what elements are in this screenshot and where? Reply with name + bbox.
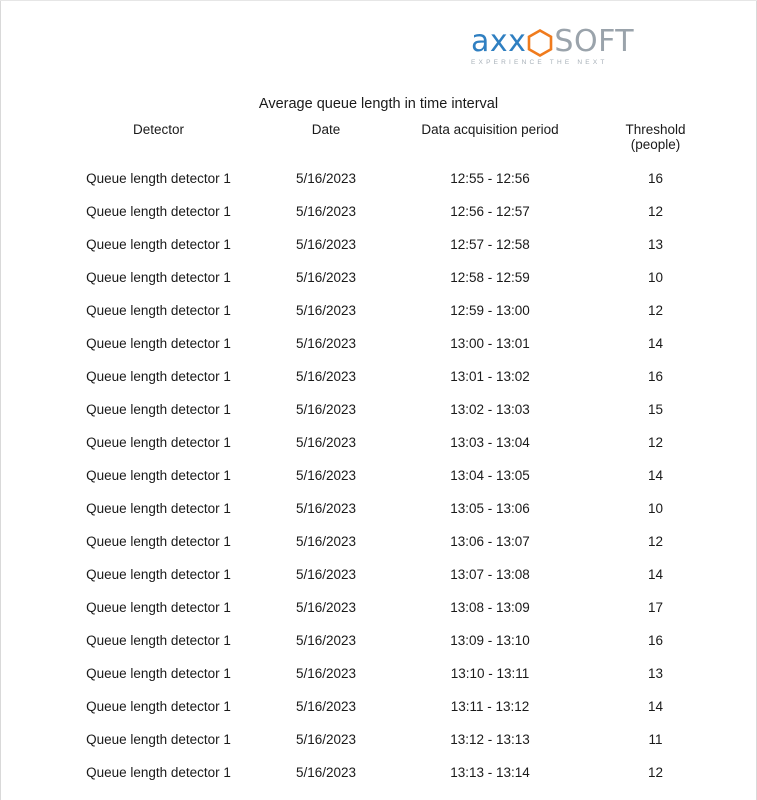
table-row [46, 426, 712, 459]
cell-threshold: 12 [647, 435, 664, 450]
table-row [46, 162, 712, 195]
cell-date: 5/16/2023 [295, 534, 357, 549]
column-header-detector: Detector [132, 122, 185, 137]
cell-detector: Queue length detector 1 [86, 468, 231, 483]
logo-tagline: EXPERIENCE THE NEXT [471, 59, 608, 66]
table-row [46, 690, 712, 723]
axxonsoft-logo [471, 26, 671, 74]
cell-period: 13:12 - 13:13 [450, 732, 530, 747]
table-row [46, 624, 712, 657]
cell-period: 13:11 - 13:12 [450, 699, 530, 714]
page-border-top [0, 0, 757, 1]
cell-detector: Queue length detector 1 [86, 567, 231, 582]
cell-date: 5/16/2023 [295, 567, 357, 582]
cell-period: 13:08 - 13:09 [450, 600, 530, 615]
cell-date: 5/16/2023 [295, 666, 357, 681]
cell-date: 5/16/2023 [295, 171, 357, 186]
table-row [46, 459, 712, 492]
cell-detector: Queue length detector 1 [86, 633, 231, 648]
table-header-row [46, 120, 712, 162]
table-row [46, 360, 712, 393]
table-row [46, 195, 712, 228]
table-body [46, 162, 712, 789]
cell-date: 5/16/2023 [295, 699, 357, 714]
cell-period: 13:05 - 13:06 [450, 501, 530, 516]
cell-detector: Queue length detector 1 [86, 534, 231, 549]
cell-threshold: 12 [647, 204, 664, 219]
cell-period: 12:57 - 12:58 [450, 237, 530, 252]
cell-threshold: 16 [647, 171, 664, 186]
hexagon-icon [527, 29, 553, 57]
cell-date: 5/16/2023 [295, 237, 357, 252]
cell-date: 5/16/2023 [295, 270, 357, 285]
cell-period: 13:04 - 13:05 [450, 468, 530, 483]
cell-date: 5/16/2023 [295, 633, 357, 648]
cell-detector: Queue length detector 1 [86, 732, 231, 747]
table-row [46, 492, 712, 525]
cell-threshold: 10 [647, 501, 664, 516]
cell-period: 12:55 - 12:56 [450, 171, 530, 186]
cell-date: 5/16/2023 [295, 468, 357, 483]
cell-period: 12:58 - 12:59 [450, 270, 530, 285]
queue-length-table [46, 120, 712, 789]
table-row [46, 261, 712, 294]
cell-detector: Queue length detector 1 [86, 204, 231, 219]
cell-threshold: 14 [647, 567, 664, 582]
cell-period: 13:06 - 13:07 [450, 534, 530, 549]
cell-detector: Queue length detector 1 [86, 600, 231, 615]
cell-threshold: 17 [647, 600, 664, 615]
cell-threshold: 14 [647, 699, 664, 714]
table-row [46, 228, 712, 261]
table-row [46, 393, 712, 426]
cell-threshold: 13 [647, 666, 664, 681]
cell-threshold: 16 [647, 369, 664, 384]
cell-detector: Queue length detector 1 [86, 402, 231, 417]
cell-period: 13:07 - 13:08 [450, 567, 530, 582]
table-row [46, 756, 712, 789]
cell-detector: Queue length detector 1 [86, 765, 231, 780]
table-row [46, 723, 712, 756]
cell-date: 5/16/2023 [295, 303, 357, 318]
cell-period: 13:02 - 13:03 [450, 402, 530, 417]
cell-date: 5/16/2023 [295, 369, 357, 384]
column-header-date: Date [311, 122, 341, 137]
cell-threshold: 12 [647, 765, 664, 780]
cell-period: 13:00 - 13:01 [450, 336, 530, 351]
cell-threshold: 16 [647, 633, 664, 648]
cell-date: 5/16/2023 [295, 501, 357, 516]
cell-detector: Queue length detector 1 [86, 666, 231, 681]
cell-period: 12:56 - 12:57 [450, 204, 530, 219]
cell-detector: Queue length detector 1 [86, 336, 231, 351]
logo-text-axx: axx [471, 24, 527, 59]
table-row [46, 657, 712, 690]
column-header-threshold [599, 120, 712, 162]
cell-period: 13:01 - 13:02 [450, 369, 530, 384]
cell-threshold: 14 [647, 468, 664, 483]
page-title: Average queue length in time interval [258, 96, 499, 112]
cell-date: 5/16/2023 [295, 402, 357, 417]
cell-date: 5/16/2023 [295, 732, 357, 747]
cell-threshold: 13 [647, 237, 664, 252]
cell-detector: Queue length detector 1 [86, 369, 231, 384]
cell-date: 5/16/2023 [295, 435, 357, 450]
table-header [46, 120, 712, 162]
cell-threshold: 14 [647, 336, 664, 351]
cell-detector: Queue length detector 1 [86, 171, 231, 186]
cell-threshold: 15 [647, 402, 664, 417]
cell-date: 5/16/2023 [295, 765, 357, 780]
column-header-threshold-line1: Threshold [625, 122, 686, 137]
table-row [46, 294, 712, 327]
logo-wordmark [471, 26, 671, 58]
cell-detector: Queue length detector 1 [86, 501, 231, 516]
cell-period: 13:13 - 13:14 [450, 765, 530, 780]
table-row [46, 525, 712, 558]
cell-detector: Queue length detector 1 [86, 303, 231, 318]
cell-detector: Queue length detector 1 [86, 699, 231, 714]
cell-threshold: 11 [648, 732, 663, 747]
cell-detector: Queue length detector 1 [86, 435, 231, 450]
column-header-threshold-line2: (people) [630, 137, 681, 152]
page-border-left [0, 0, 1, 800]
cell-period: 13:03 - 13:04 [450, 435, 530, 450]
cell-period: 12:59 - 13:00 [450, 303, 530, 318]
logo-text-soft: SOFT [554, 24, 635, 59]
cell-date: 5/16/2023 [295, 204, 357, 219]
cell-period: 13:10 - 13:11 [450, 666, 530, 681]
cell-date: 5/16/2023 [295, 336, 357, 351]
cell-date: 5/16/2023 [295, 600, 357, 615]
cell-detector: Queue length detector 1 [86, 237, 231, 252]
cell-threshold: 10 [647, 270, 664, 285]
cell-detector: Queue length detector 1 [86, 270, 231, 285]
cell-period: 13:09 - 13:10 [450, 633, 530, 648]
table-row [46, 327, 712, 360]
table-row [46, 558, 712, 591]
table-row [46, 591, 712, 624]
cell-threshold: 12 [647, 534, 664, 549]
cell-threshold: 12 [647, 303, 664, 318]
column-header-period: Data acquisition period [421, 122, 559, 137]
